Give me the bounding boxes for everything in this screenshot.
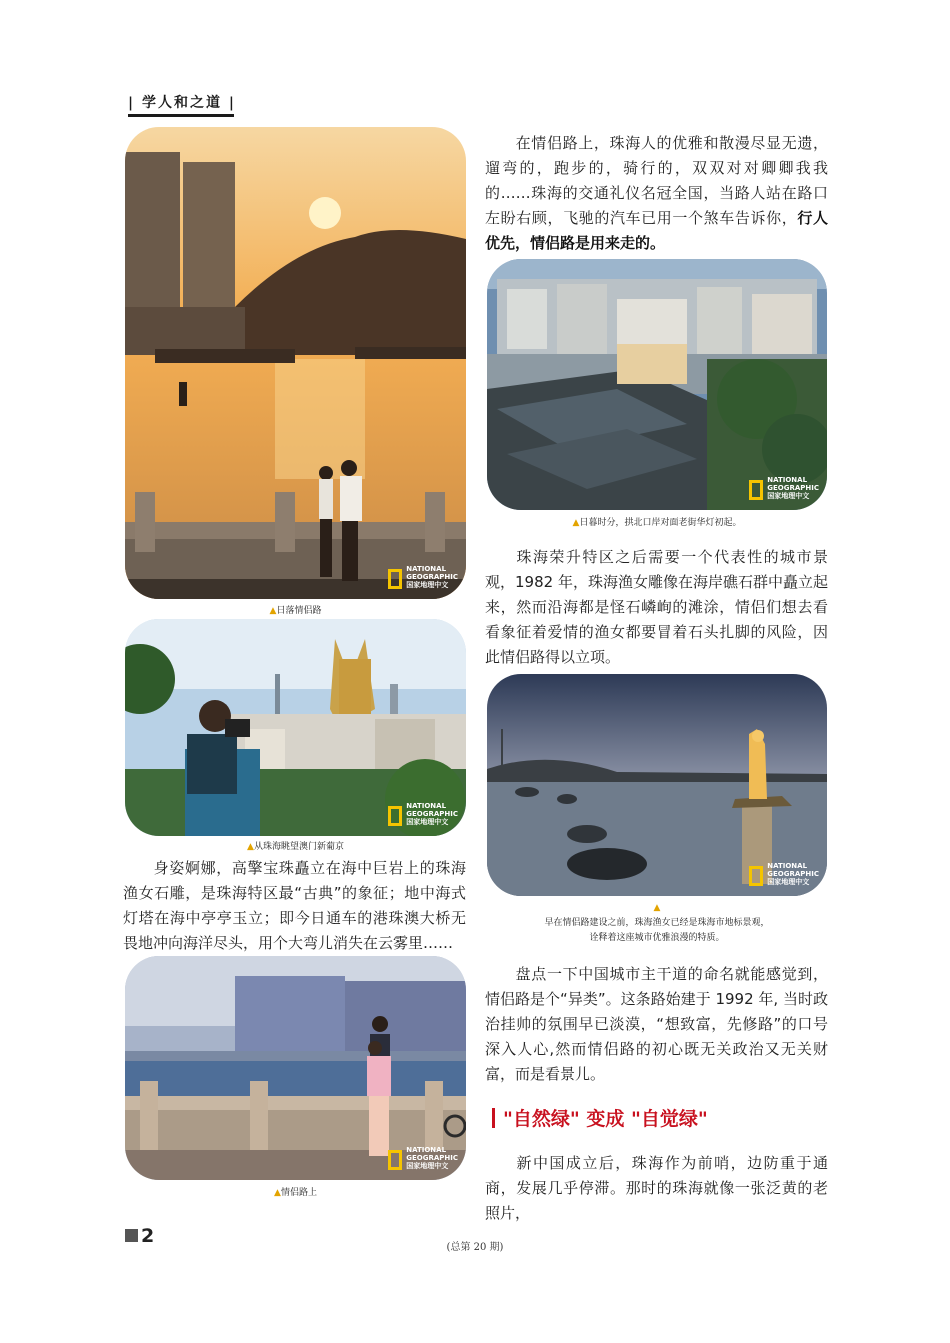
sunset-photo xyxy=(125,127,466,599)
gongbei-caption: ▲日暮时分，拱北口岸对面老街华灯初起。 xyxy=(572,518,742,528)
national-geographic-logo: NATIONAL GEOGRAPHIC 国家地理中文 xyxy=(749,476,819,500)
paragraph-1: 在情侣路上，珠海人的优雅和散漫尽显无遗，遛弯的，跑步的，骑行的，双双对对卿卿我我的……珠海的交通礼仪名冠全国，当路人站在路口左盼右顾，飞驰的汽车已用一个煞车告诉你，行人优先，情侣路是用来走的。 xyxy=(485,134,828,252)
couple-caption: ▲情侣路上 xyxy=(274,1188,317,1198)
logo-frame-icon xyxy=(749,480,763,500)
gongbei-photo xyxy=(487,259,827,510)
header-underline xyxy=(128,114,234,117)
logo-frame-icon xyxy=(749,866,763,886)
logo-frame-icon xyxy=(388,1150,402,1170)
subheading-bar xyxy=(492,1108,495,1128)
section-header xyxy=(128,92,238,116)
national-geographic-logo: NATIONAL GEOGRAPHIC 国家地理中文 xyxy=(388,802,458,826)
macau-caption: ▲从珠海眺望澳门新葡京 xyxy=(247,842,344,852)
macau-photo xyxy=(125,619,466,836)
logo-frame-icon xyxy=(388,569,402,589)
page-number: 2 xyxy=(125,1225,154,1247)
paragraph-5: 新中国成立后，珠海作为前哨，边防重于通商，发展几乎停滞。那时的珠海就像一张泛黄的老照片， xyxy=(485,1154,828,1222)
national-geographic-logo: NATIONAL GEOGRAPHIC 国家地理中文 xyxy=(388,565,458,589)
issue-number: (总第 20 期) xyxy=(446,1242,504,1253)
sunset-caption: ▲日落情侣路 xyxy=(269,606,322,616)
paragraph-3: 身姿婀娜，高擎宝珠矗立在海中巨岩上的珠海渔女石雕，是珠海特区最“古典”的象征；地中海式灯塔在海中亭亭玉立；即今日通车的港珠澳大桥无畏地冲向海洋尽头，用个大弯儿消失在云雾里…… xyxy=(123,859,466,952)
paragraph-2: 珠海荣升特区之后需要一个代表性的城市景观，1982 年，珠海渔女雕像在海岸礁石群中矗立起来，然而沿海都是怪石嶙峋的滩涂，情侣们想去看看象征着爱情的渔女都要冒着石头扎脚的风险，因此情侣路得以立项。 xyxy=(485,548,828,666)
national-geographic-logo: NATIONAL GEOGRAPHIC 国家地理中文 xyxy=(388,1146,458,1170)
paragraph-4: 盘点一下中国城市主干道的命名就能感觉到，情侣路是个“异类”。这条路始建于 1992 年, 当时政治挂帅的氛围早已淡漠，“想致富，先修路”的口号深入人心,然而情侣路的初心既无关政治又无关财富，而是看景儿。 xyxy=(485,965,828,1083)
section-subheading: "自然绿" 变成 "自觉绿" xyxy=(492,1104,708,1131)
fisher-girl-photo xyxy=(487,674,827,896)
fisher-girl-caption: ▲ 早在情侣路建设之前，珠海渔女已经是珠海市地标景观， 诠释着这座城市优雅浪漫的特质。 xyxy=(544,903,770,943)
logo-frame-icon xyxy=(388,806,402,826)
national-geographic-logo: NATIONAL GEOGRAPHIC 国家地理中文 xyxy=(749,862,819,886)
section-title: | 学人和之道 | xyxy=(128,95,236,111)
couple-photo xyxy=(125,956,466,1180)
